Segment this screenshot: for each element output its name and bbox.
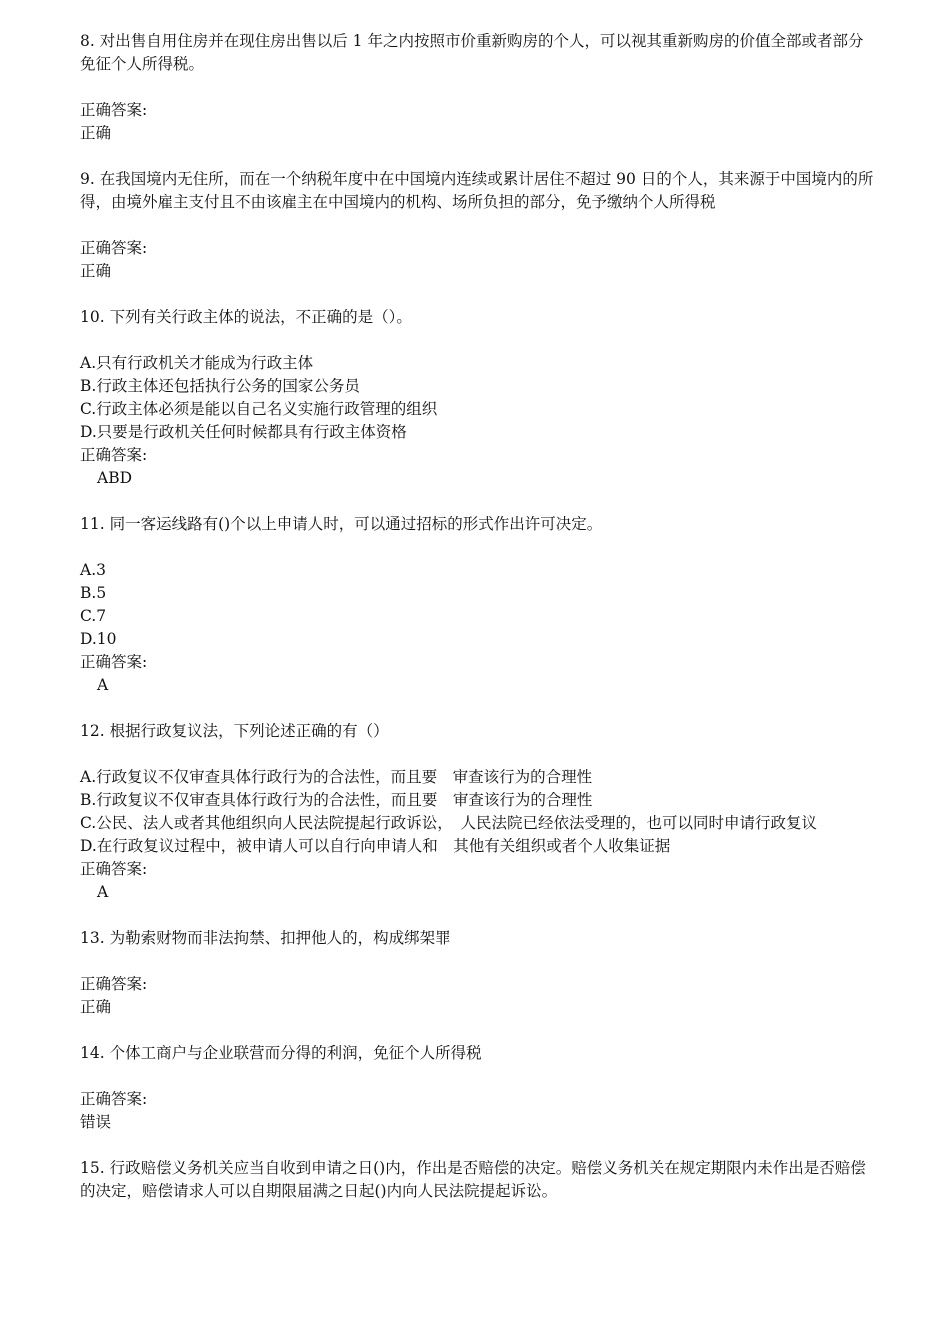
option-d: D.10 <box>80 630 117 648</box>
option-a: A.3 <box>80 561 106 579</box>
question-text: 13. 为勒索财物而非法拘禁、扣押他人的，构成绑架罪 <box>80 929 451 947</box>
answer-value: 正确 <box>80 998 112 1016</box>
option-a: A.行政复议不仅审查具体行政行为的合法性，而且要 审查该行为的合理性 <box>80 768 593 786</box>
answer-label: 正确答案: <box>80 975 148 993</box>
question-text: 15. 行政赔偿义务机关应当自收到申请之日()内，作出是否赔偿的决定。赔偿义务机关在规定期限内未作出是否赔偿的决定，赔偿请求人可以自期限届满之日起()内向人民法院提起诉讼。 <box>80 1159 866 1200</box>
option-d: D.只要是行政机关任何时候都具有行政主体资格 <box>80 423 407 441</box>
question-text: 9. 在我国境内无住所，而在一个纳税年度中在中国境内连续或累计居住不超过 90 日的个人，其来源于中国境内的所得，由境外雇主支付且不由该雇主在中国境内的机构、场所负担的部分，免予缴纳个人所得税 <box>80 170 874 211</box>
option-b: B.5 <box>80 584 107 602</box>
answer-label: 正确答案: <box>80 1090 148 1108</box>
option-c: C.行政主体必须是能以自己名义实施行政管理的组织 <box>80 400 438 418</box>
answer-value: 正确 <box>80 262 112 280</box>
option-b: B.行政复议不仅审查具体行政行为的合法性，而且要 审查该行为的合理性 <box>80 791 593 809</box>
question-text: 14. 个体工商户与企业联营而分得的利润，免征个人所得税 <box>80 1044 482 1062</box>
answer-value: A <box>97 883 109 901</box>
answer-value: ABD <box>97 469 133 487</box>
answer-label: 正确答案: <box>80 860 148 878</box>
question-9 <box>80 168 875 283</box>
answer-label: 正确答案: <box>80 446 148 464</box>
option-b: B.行政主体还包括执行公务的国家公务员 <box>80 377 360 395</box>
question-text: 11. 同一客运线路有()个以上申请人时，可以通过招标的形式作出许可决定。 <box>80 515 603 533</box>
answer-value: 正确 <box>80 124 112 142</box>
question-text: 12. 根据行政复议法，下列论述正确的有（） <box>80 722 389 740</box>
answer-label: 正确答案: <box>80 101 148 119</box>
option-a: A.只有行政机关才能成为行政主体 <box>80 354 314 372</box>
answer-label: 正确答案: <box>80 239 148 257</box>
question-11 <box>80 513 875 697</box>
answer-label: 正确答案: <box>80 653 148 671</box>
question-10 <box>80 306 875 490</box>
document-page <box>80 30 875 1203</box>
option-d: D.在行政复议过程中，被申请人可以自行向申请人和 其他有关组织或者个人收集证据 <box>80 837 671 855</box>
answer-value: A <box>97 676 109 694</box>
question-12 <box>80 720 875 904</box>
question-14 <box>80 1042 875 1134</box>
question-text: 8. 对出售自用住房并在现住房出售以后 1 年之内按照市价重新购房的个人，可以视其重新购房的价值全部或者部分免征个人所得税。 <box>80 32 864 73</box>
question-text: 10. 下列有关行政主体的说法，不正确的是（）。 <box>80 308 412 326</box>
option-c: C.公民、法人或者其他组织向人民法院提起行政诉讼， 人民法院已经依法受理的，也可以同时申请行政复议 <box>80 814 817 832</box>
option-c: C.7 <box>80 607 107 625</box>
question-8 <box>80 30 875 145</box>
answer-value: 错误 <box>80 1113 112 1131</box>
question-15 <box>80 1157 875 1203</box>
question-13 <box>80 927 875 1019</box>
